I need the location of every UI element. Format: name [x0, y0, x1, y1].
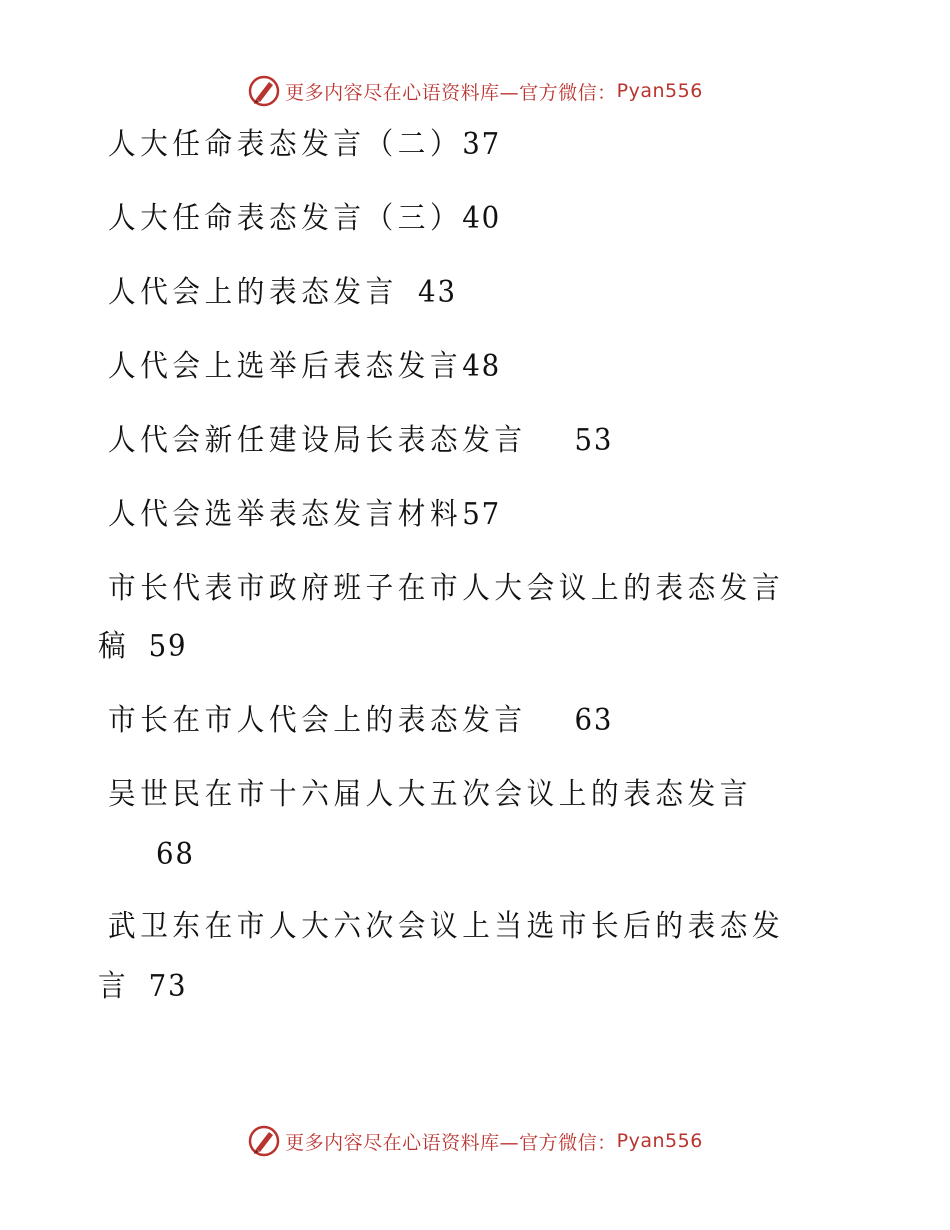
toc-entry-title: 市长在市人代会上的表态发言	[108, 703, 527, 738]
toc-entry-title: 人代会上的表态发言	[108, 275, 398, 310]
banner-wechat-id: Pyan556	[616, 1130, 703, 1152]
banner-text: 更多内容尽在心语资料库—官方微信：	[285, 1131, 617, 1154]
toc-entry[interactable]	[108, 201, 502, 236]
pen-logo-icon	[247, 1124, 281, 1158]
toc-entry-page: 68	[156, 837, 195, 872]
toc-entry-title: 吴世民在市十六届人大五次会议上的表态发言	[108, 777, 752, 812]
toc-entry[interactable]	[108, 909, 785, 944]
toc-entry[interactable]	[108, 571, 785, 606]
toc-entry[interactable]	[108, 703, 614, 738]
toc-entry[interactable]	[108, 777, 752, 812]
toc-entry-title: 武卫东在市人大六次会议上当选市长后的表态发	[108, 909, 785, 944]
toc-entry-title: 人大任命表态发言（三）	[108, 201, 463, 236]
toc-entry-page: 37	[462, 127, 502, 162]
toc-entry-title-cont: 稿	[98, 629, 131, 664]
toc-entry-page: 57	[462, 497, 502, 532]
toc-entry-title: 人大任命表态发言（二）	[108, 127, 463, 162]
banner-wechat-id: Pyan556	[616, 80, 703, 102]
toc-entry-continuation[interactable]	[156, 837, 195, 872]
toc-entry[interactable]	[108, 275, 457, 310]
toc-entry-page: 40	[462, 201, 502, 236]
toc-entry-page: 43	[418, 275, 457, 310]
toc-entry-page: 48	[462, 349, 502, 384]
toc-entry[interactable]	[108, 497, 502, 532]
toc-entry-page: 59	[148, 629, 188, 664]
footer-banner	[0, 1124, 950, 1158]
toc-entry-page: 73	[148, 969, 188, 1004]
toc-entry-title: 人代会上选举后表态发言	[108, 349, 463, 384]
toc-entry-title-cont: 言	[98, 969, 131, 1004]
toc-entry[interactable]	[108, 423, 614, 458]
toc-entry-continuation[interactable]	[98, 629, 188, 664]
toc-entry-page: 53	[574, 423, 614, 458]
toc-entry-title: 市长代表市政府班子在市人大会议上的表态发言	[108, 571, 785, 606]
toc-entry[interactable]	[108, 127, 502, 162]
toc-entry[interactable]	[108, 349, 502, 384]
toc-entry-title: 人代会选举表态发言材料	[108, 497, 463, 532]
toc-entry-continuation[interactable]	[98, 969, 188, 1004]
toc-entry-title: 人代会新任建设局长表态发言	[108, 423, 527, 458]
toc-entry-page: 63	[574, 703, 614, 738]
banner-text: 更多内容尽在心语资料库—官方微信：	[285, 81, 617, 104]
